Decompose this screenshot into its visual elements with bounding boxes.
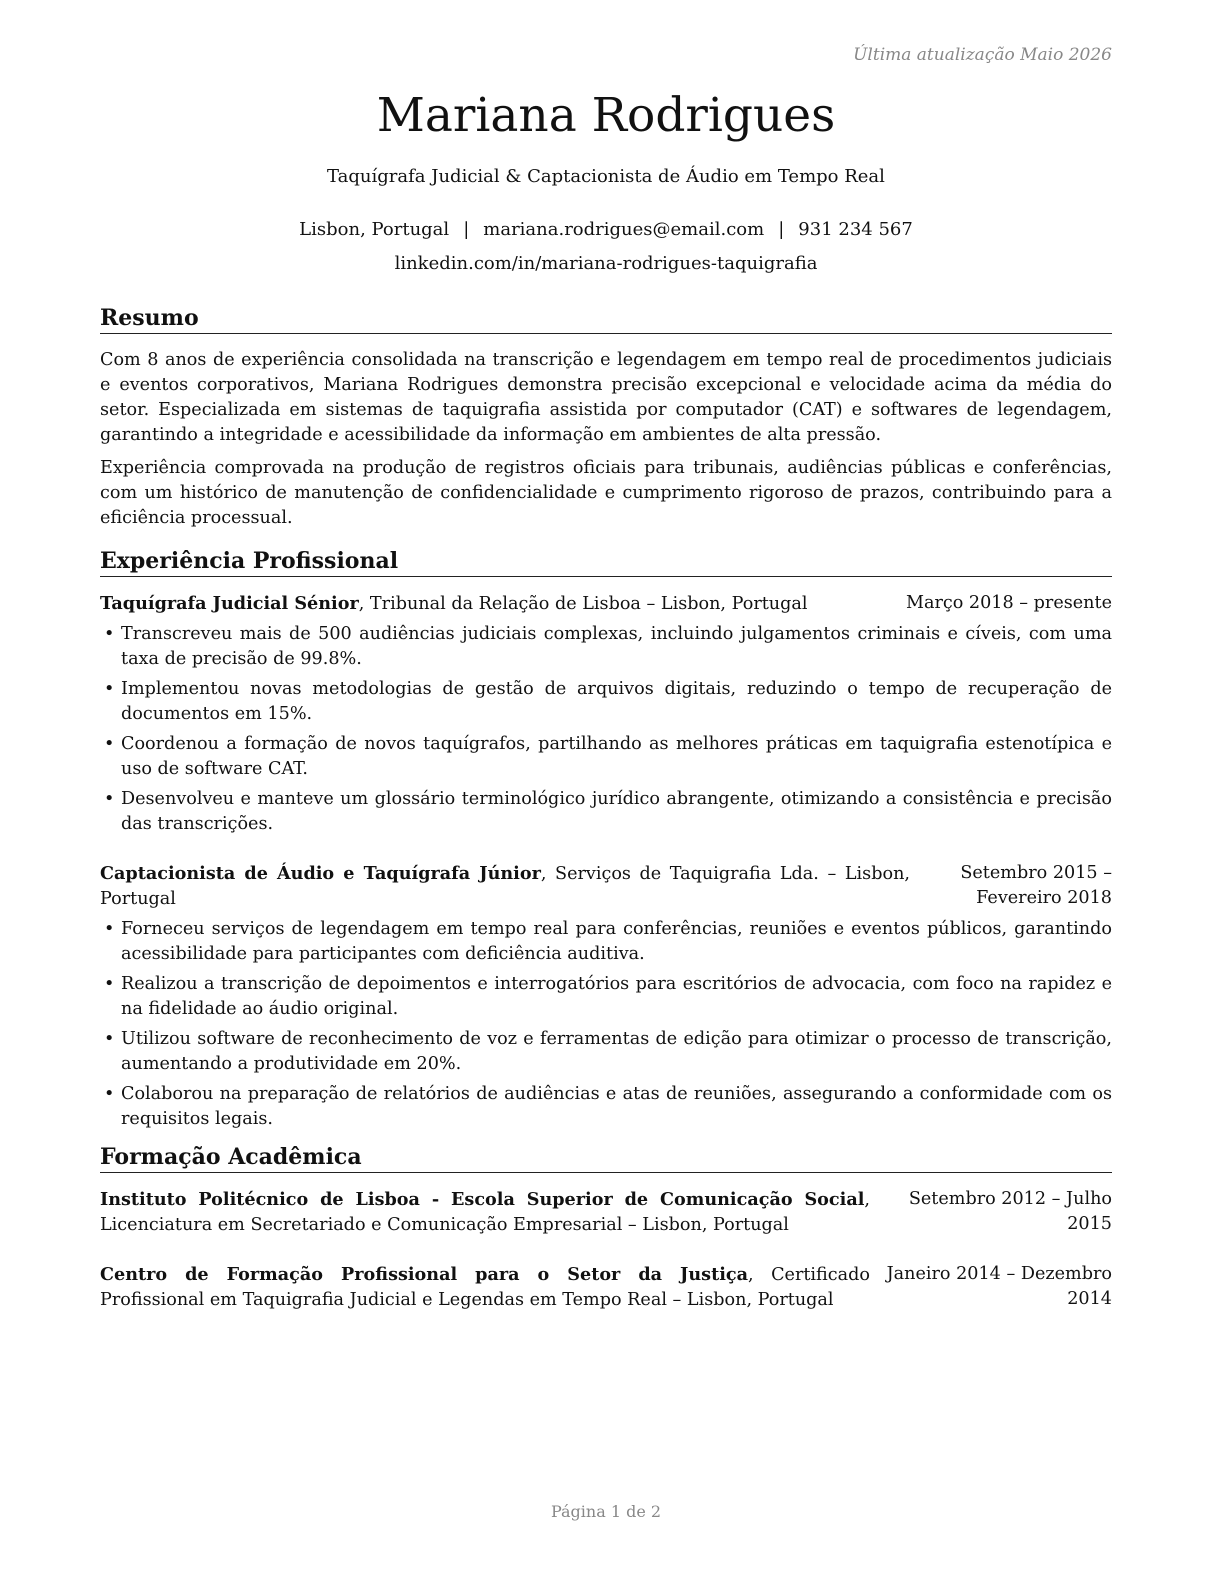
bullet-icon: •: [104, 1084, 115, 1104]
list-item: • Desenvolveu e manteve um glossário terminológico jurídico abrangente, otimizando a consistência e precisão das transcrições.: [104, 789, 1112, 834]
contact-phone: 931 234 567: [798, 219, 913, 240]
job-bullets: [100, 622, 1112, 837]
linkedin-link[interactable]: linkedin.com/in/mariana-rodrigues-taquigrafia: [394, 253, 818, 274]
bullet-icon: •: [104, 919, 115, 939]
list-item: • Colaborou na preparação de relatórios de audiências e atas de reuniões, assegurando a conformidade com os requisitos legais.: [104, 1084, 1112, 1129]
contact-email[interactable]: mariana.rodrigues@email.com: [483, 219, 765, 240]
last-updated: Última atualização Maio 2026: [853, 45, 1112, 65]
education-detail: , Licenciatura em Secretariado e Comunicação Empresarial – Lisbon, Portugal: [100, 1190, 870, 1235]
education-institution: Centro de Formação Profissional para o Setor da Justiça: [100, 1264, 748, 1285]
experience-section: [100, 548, 1112, 1137]
job-dates: Março 2018 – presente: [905, 593, 1112, 613]
list-item: • Utilizou software de reconhecimento de voz e ferramentas de edição para otimizar o processo de transcrição, aumentando a produtividade em 20%.: [104, 1029, 1112, 1074]
education-section: [100, 1144, 1112, 1313]
summary-heading: Resumo: [100, 305, 1112, 334]
job-role: Captacionista de Áudio e Taquígrafa Júnior: [100, 863, 541, 884]
bullet-icon: •: [104, 624, 115, 644]
list-item: • Coordenou a formação de novos taquígrafos, partilhando as melhores práticas em taquigrafia estenotípica e uso de software CAT.: [104, 734, 1112, 779]
job-org: , Tribunal da Relação de Lisboa – Lisbon, Portugal: [358, 594, 808, 614]
bullet-icon: •: [104, 734, 115, 754]
education-detail: , Certificado Profissional em Taquigrafia Judicial e Legendas em Tempo Real – Lisbon, Portugal: [100, 1265, 870, 1310]
list-item: • Realizou a transcrição de depoimentos e interrogatórios para escritórios de advocacia, com foco na rapidez e na fidelidade ao áudio original.: [104, 974, 1112, 1019]
job-header: [100, 861, 1112, 912]
job-role: Taquígrafa Judicial Sénior: [100, 593, 359, 614]
job-bullets: [100, 917, 1112, 1132]
page-number: Página 1 de 2: [550, 1502, 662, 1521]
bullet-icon: •: [104, 679, 115, 699]
job-org: , Serviços de Taquigrafia Lda. – Lisbon, Portugal: [100, 864, 910, 909]
bullet-icon: •: [104, 1029, 115, 1049]
job-header: [100, 591, 1112, 617]
contact-line: [100, 219, 1112, 240]
education-heading: Formação Acadêmica: [100, 1144, 1112, 1173]
list-item: • Transcreveu mais de 500 audiências judiciais complexas, incluindo julgamentos criminais e cíveis, com uma taxa de precisão de 99.8%.: [104, 624, 1112, 669]
bullet-icon: •: [104, 789, 115, 809]
candidate-name: Mariana Rodrigues: [376, 88, 836, 143]
contact-separator: |: [778, 219, 785, 240]
education-institution: Instituto Politécnico de Lisboa - Escola Superior de Comunicação Social: [100, 1189, 865, 1210]
list-item: • Implementou novas metodologias de gestão de arquivos digitais, reduzindo o tempo de recuperação de documentos em 15%.: [104, 679, 1112, 724]
list-item: • Forneceu serviços de legendagem em tempo real para conferências, reuniões e eventos públicos, garantindo acessibilidade para participantes com deficiência auditiva.: [104, 919, 1112, 964]
education-item: [100, 1262, 1112, 1313]
job-tagline: Taquígrafa Judicial & Captacionista de Áudio em Tempo Real: [327, 166, 885, 187]
contact-location: Lisbon, Portugal: [299, 219, 450, 240]
education-item: [100, 1187, 1112, 1238]
education-dates: Janeiro 2014 – Dezembro 2014: [886, 1264, 1112, 1309]
contact-separator: |: [463, 219, 470, 240]
education-dates: Setembro 2012 – Julho 2015: [908, 1189, 1112, 1234]
summary-paragraph: Com 8 anos de experiência consolidada na transcrição e legendagem em tempo real de procedimentos judiciais e eventos corporativos, Mariana Rodrigues demonstra precisão excepcional e velocidade acima da média do setor. Especializada em sistemas de taquigrafia assistida por computador (CAT) e softwares de legendagem, garantindo a integridade e acessibilidade da informação em ambientes de alta pressão.: [100, 350, 1112, 445]
experience-heading: Experiência Profissional: [100, 548, 1112, 577]
job-dates: Setembro 2015 – Fevereiro 2018: [960, 863, 1112, 908]
bullet-icon: •: [104, 974, 115, 994]
summary-section: [100, 305, 1112, 531]
resume-page: [100, 0, 1112, 1584]
summary-paragraph: Experiência comprovada na produção de registros oficiais para tribunais, audiências públicas e conferências, com um histórico de manutenção de confidencialidade e cumprimento rigoroso de prazos, contribuindo para a eficiência processual.: [100, 458, 1112, 528]
